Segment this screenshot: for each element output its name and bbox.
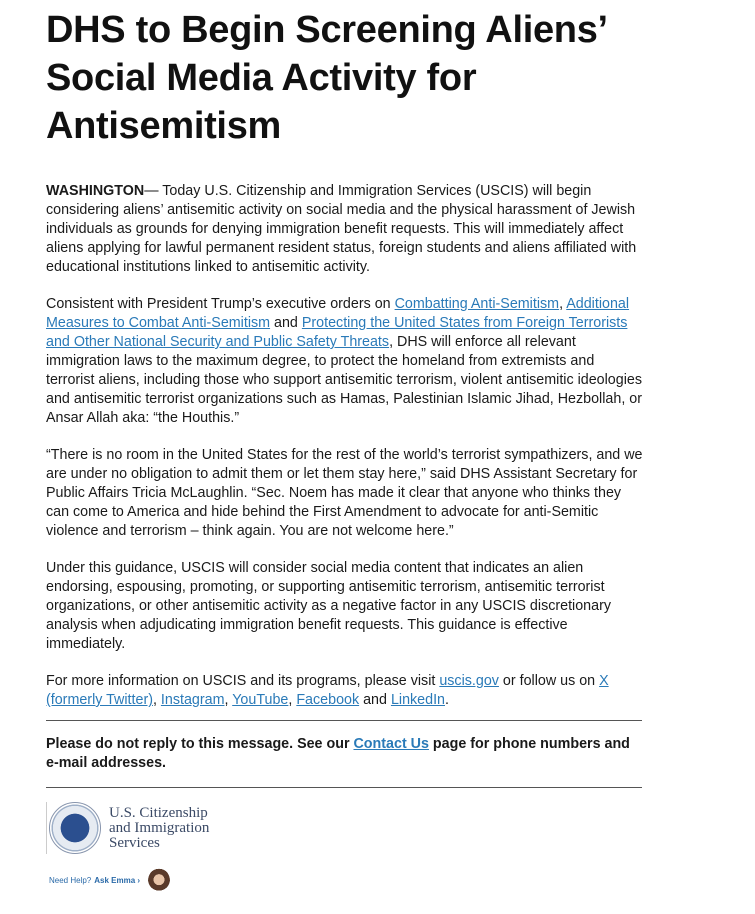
text: Consistent with President Trump’s executive orders on [46,296,395,312]
text: , [288,692,297,708]
paragraph-executive-orders [46,295,646,428]
link-uscis-gov[interactable]: uscis.gov [439,673,499,689]
link-combatting-anti-semitism[interactable]: Combatting Anti-Semitism [394,296,560,312]
page-title: DHS to Begin Screening Aliens’ Social Media Activity for Antisemitism [46,9,606,147]
text: and [359,692,391,708]
help-question: Need Help? [49,876,92,885]
divider [46,720,642,721]
paragraph-quote: “There is no room in the United States for the rest of the world’s terrorist sympathizers, and we are under no obligation to admit them or let them stay here,” said DHS Assistant Secretary for Public Affairs Tricia McLaughlin. “Sec. Noem has made it clear that anyone who thinks they can come to America and hide behind the First Amendment to advocate for anti-Semitic violence and terrorism – think again. You are not welcome here.” [46,447,643,539]
link-instagram[interactable]: Instagram [160,692,225,708]
paragraph-intro [46,182,646,277]
logo-line: U.S. Citizenship [109,804,208,821]
logo-text [109,806,209,851]
link-facebook[interactable]: Facebook [296,692,360,708]
text: , DHS will enforce all relevant immigration laws to the maximum degree, to protect the homeland from extremists and terrorist aliens, including those who support antisemitic terrorism, violent antisemitic ideologies and antisemitic terrorist organizations such as Hamas, Palestinian Islamic Jihad, Hezbollah, or Ansar Allah aka: “the Houthis.” [46,334,642,426]
paragraph-more-info [46,672,646,710]
logo-line: Services [109,834,160,851]
text: , [152,692,161,708]
text: , [559,296,567,312]
uscis-logo [46,802,209,854]
divider [46,787,642,788]
text: . [445,692,449,708]
text: For more information on USCIS and its programs, please visit [46,673,440,689]
paragraph-guidance: Under this guidance, USCIS will consider social media content that indicates an alien endorsing, espousing, promoting, or supporting antisemitic terrorism, antisemitic terrorist organizations, or other antisemitic activity as a negative factor in any USCIS discretionary analysis when adjudicating immigration benefit requests. This guidance is effective immediately. [46,560,611,652]
link-additional-measures[interactable]: Additional Measures to Combat Anti-Semitism [46,296,630,331]
article-body [46,182,646,710]
link-linkedin[interactable]: LinkedIn [390,692,445,708]
link-contact-us[interactable]: Contact Us [353,736,429,752]
link-x[interactable]: X (formerly Twitter) [46,673,609,708]
no-reply-notice [46,735,646,773]
paragraph-text: — Today U.S. Citizenship and Immigration Services (USCIS) will begin considering aliens’ antisemitic activity on social media and the physical harassment of Jewish individuals as grounds for denying immigration benefit requests. This will immediately affect aliens applying for lawful permanent resident status, foreign students and aliens affiliated with educational institutions linked to antisemitic activity. [46,183,637,275]
logo-line: and Immigration [109,819,210,836]
ask-emma-link[interactable]: Ask Emma › [94,876,141,885]
text: page for phone numbers and e-mail addresses. [46,736,630,771]
link-protecting-united-states[interactable]: Protecting the United States from Foreign Terrorists and Other National Security and Public Safety Threats [46,315,628,350]
dhs-seal-icon [49,802,101,854]
text: and [270,315,302,331]
help-widget[interactable] [49,868,646,894]
link-youtube[interactable]: YouTube [232,692,289,708]
text: or follow us on [498,673,600,689]
text: Please do not reply to this message. See our [46,736,354,752]
dateline: WASHINGTON [46,183,145,199]
emma-avatar[interactable] [148,868,170,894]
text: , [224,692,233,708]
